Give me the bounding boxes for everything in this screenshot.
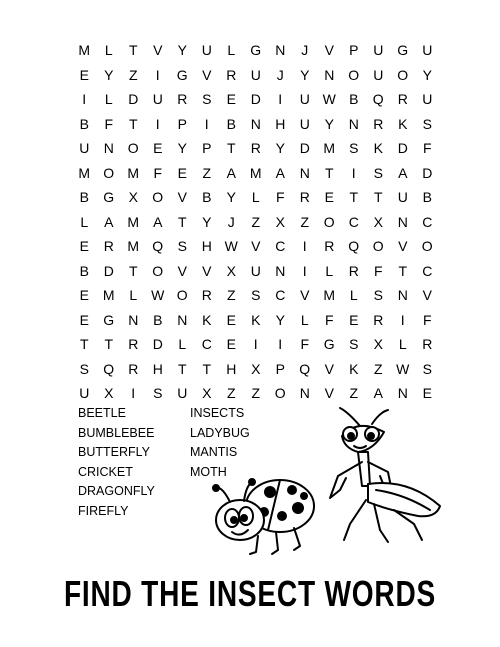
grid-letter: N bbox=[299, 385, 310, 402]
mantis-illustration bbox=[318, 406, 446, 546]
grid-letter: Y bbox=[202, 213, 212, 230]
grid-letter: B bbox=[422, 189, 432, 206]
grid-letter: L bbox=[80, 213, 89, 230]
grid-letter: N bbox=[275, 262, 286, 279]
grid-letter: A bbox=[275, 164, 285, 181]
grid-letter: T bbox=[177, 360, 187, 377]
grid-letter: P bbox=[349, 42, 359, 59]
grid-letter: N bbox=[348, 115, 359, 132]
grid-letter: X bbox=[251, 360, 261, 377]
grid-letter: V bbox=[177, 262, 187, 279]
grid-letter: R bbox=[128, 336, 139, 353]
grid-letter: E bbox=[79, 66, 89, 83]
grid-letter: U bbox=[373, 42, 384, 59]
grid-letter: N bbox=[397, 385, 408, 402]
grid-letter: R bbox=[103, 238, 114, 255]
grid-letter: K bbox=[202, 311, 212, 328]
grid-letter: Z bbox=[373, 360, 383, 377]
grid-letter: Q bbox=[372, 91, 384, 108]
grid-letter: G bbox=[323, 336, 335, 353]
word-item: MOTH bbox=[190, 464, 227, 479]
grid-letter: B bbox=[79, 189, 89, 206]
grid-letter: Z bbox=[128, 66, 138, 83]
grid-letter: C bbox=[275, 287, 286, 304]
grid-letter: N bbox=[103, 140, 114, 157]
grid-letter: D bbox=[103, 262, 114, 279]
grid-letter: R bbox=[373, 311, 384, 328]
grid-letter: F bbox=[275, 189, 285, 206]
grid-letter: R bbox=[201, 287, 212, 304]
grid-letter: K bbox=[398, 115, 408, 132]
grid-letter: L bbox=[398, 336, 407, 353]
grid-letter: L bbox=[104, 42, 113, 59]
grid-letter: E bbox=[79, 238, 89, 255]
grid-letter: S bbox=[373, 164, 383, 181]
grid-letter: O bbox=[372, 238, 384, 255]
grid-letter: Y bbox=[226, 189, 236, 206]
grid-letter: F bbox=[104, 115, 114, 132]
grid-letter: E bbox=[349, 311, 359, 328]
grid-letter: G bbox=[250, 42, 262, 59]
grid-letter: N bbox=[177, 311, 188, 328]
grid-letter: Y bbox=[275, 311, 285, 328]
word-item: BUMBLEBEE bbox=[78, 425, 155, 440]
word-item: LADYBUG bbox=[190, 425, 250, 440]
grid-letter: S bbox=[422, 360, 432, 377]
grid-letter: M bbox=[127, 213, 140, 230]
grid-letter: I bbox=[82, 91, 87, 108]
grid-letter: I bbox=[302, 238, 307, 255]
grid-letter: Z bbox=[202, 164, 212, 181]
grid-letter: F bbox=[300, 336, 310, 353]
grid-letter: T bbox=[202, 360, 212, 377]
word-item: CRICKET bbox=[78, 464, 133, 479]
grid-letter: T bbox=[349, 189, 359, 206]
grid-letter: V bbox=[300, 287, 310, 304]
grid-letter: X bbox=[202, 385, 212, 402]
grid-letter: R bbox=[128, 360, 139, 377]
grid-letter: V bbox=[251, 238, 261, 255]
grid-letter: N bbox=[397, 213, 408, 230]
grid-letter: O bbox=[323, 213, 335, 230]
grid-letter: R bbox=[373, 115, 384, 132]
grid-letter: V bbox=[324, 42, 334, 59]
grid-letter: F bbox=[422, 311, 432, 328]
grid-letter: A bbox=[104, 213, 114, 230]
grid-letter: B bbox=[202, 189, 212, 206]
grid-letter: Y bbox=[422, 66, 432, 83]
grid-letter: O bbox=[397, 66, 409, 83]
grid-letter: F bbox=[153, 164, 163, 181]
grid-letter: S bbox=[349, 140, 359, 157]
grid-letter: X bbox=[373, 336, 383, 353]
grid-letter: Y bbox=[177, 140, 187, 157]
grid-letter: Y bbox=[275, 140, 285, 157]
grid-letter: M bbox=[323, 140, 336, 157]
grid-letter: Q bbox=[152, 238, 164, 255]
grid-letter: E bbox=[226, 311, 236, 328]
grid-letter: U bbox=[79, 385, 90, 402]
grid-letter: S bbox=[373, 287, 383, 304]
grid-letter: L bbox=[178, 336, 187, 353]
grid-letter: J bbox=[301, 42, 309, 59]
grid-letter: D bbox=[422, 164, 433, 181]
grid-letter: O bbox=[421, 238, 433, 255]
grid-letter: N bbox=[128, 311, 139, 328]
word-item: INSECTS bbox=[190, 406, 245, 420]
grid-letter: X bbox=[128, 189, 138, 206]
grid-letter: Y bbox=[324, 115, 334, 132]
grid-letter: V bbox=[324, 360, 334, 377]
grid-letter: H bbox=[152, 360, 163, 377]
grid-letter: W bbox=[224, 238, 238, 255]
grid-letter: V bbox=[324, 385, 334, 402]
grid-letter: Z bbox=[349, 385, 359, 402]
grid-letter: M bbox=[249, 164, 262, 181]
grid-letter: N bbox=[275, 42, 286, 59]
grid-letter: L bbox=[349, 287, 358, 304]
grid-letter: L bbox=[325, 262, 334, 279]
grid-letter: Z bbox=[300, 213, 310, 230]
grid-letter: C bbox=[201, 336, 212, 353]
grid-letter: M bbox=[102, 287, 115, 304]
grid-letter: P bbox=[202, 140, 212, 157]
grid-letter: C bbox=[422, 262, 433, 279]
grid-letter: B bbox=[79, 262, 89, 279]
grid-letter: E bbox=[177, 164, 187, 181]
grid-letter: B bbox=[349, 91, 359, 108]
word-item: FIREFLY bbox=[78, 503, 129, 518]
grid-letter: N bbox=[397, 287, 408, 304]
grid-letter: S bbox=[79, 360, 89, 377]
grid-letter: U bbox=[79, 140, 90, 157]
grid-letter: A bbox=[398, 164, 408, 181]
grid-letter: D bbox=[128, 91, 139, 108]
grid-letter: O bbox=[103, 164, 115, 181]
grid-letter: F bbox=[422, 140, 432, 157]
grid-letter: Q bbox=[103, 360, 115, 377]
grid-letter: R bbox=[299, 189, 310, 206]
grid-letter: V bbox=[177, 189, 187, 206]
grid-letter: R bbox=[177, 91, 188, 108]
grid-letter: B bbox=[153, 311, 163, 328]
grid-letter: H bbox=[275, 115, 286, 132]
grid-letter: V bbox=[422, 287, 432, 304]
letter-grid bbox=[72, 38, 440, 406]
grid-letter: B bbox=[226, 115, 236, 132]
grid-letter: Q bbox=[299, 360, 311, 377]
grid-letter: A bbox=[373, 385, 383, 402]
grid-letter: G bbox=[103, 189, 115, 206]
grid-letter: V bbox=[202, 66, 212, 83]
grid-letter: B bbox=[79, 115, 89, 132]
grid-letter: U bbox=[422, 91, 433, 108]
grid-letter: M bbox=[127, 238, 140, 255]
grid-letter: E bbox=[226, 91, 236, 108]
grid-letter: T bbox=[373, 189, 383, 206]
grid-letter: T bbox=[79, 336, 89, 353]
grid-letter: T bbox=[128, 262, 138, 279]
grid-letter: K bbox=[349, 360, 359, 377]
grid-letter: A bbox=[153, 213, 163, 230]
grid-letter: Z bbox=[251, 385, 261, 402]
grid-letter: Q bbox=[348, 238, 360, 255]
grid-letter: U bbox=[177, 385, 188, 402]
grid-letter: X bbox=[275, 213, 285, 230]
grid-letter: W bbox=[151, 287, 165, 304]
grid-letter: V bbox=[202, 262, 212, 279]
grid-letter: I bbox=[131, 385, 136, 402]
grid-letter: E bbox=[422, 385, 432, 402]
grid-letter: I bbox=[351, 164, 356, 181]
grid-letter: M bbox=[323, 287, 336, 304]
grid-letter: N bbox=[324, 66, 335, 83]
grid-letter: X bbox=[373, 213, 383, 230]
grid-letter: I bbox=[400, 311, 405, 328]
grid-letter: S bbox=[202, 91, 212, 108]
grid-letter: L bbox=[104, 91, 113, 108]
grid-letter: E bbox=[153, 140, 163, 157]
grid-letter: S bbox=[422, 115, 432, 132]
grid-letter: S bbox=[177, 238, 187, 255]
grid-letter: I bbox=[253, 336, 258, 353]
grid-letter: I bbox=[155, 115, 160, 132]
grid-letter: C bbox=[275, 238, 286, 255]
grid-letter: D bbox=[299, 140, 310, 157]
grid-letter: J bbox=[276, 66, 284, 83]
grid-letter: S bbox=[251, 287, 261, 304]
grid-letter: U bbox=[299, 91, 310, 108]
grid-letter: O bbox=[176, 287, 188, 304]
grid-letter: U bbox=[373, 66, 384, 83]
grid-letter: K bbox=[373, 140, 383, 157]
grid-letter: Z bbox=[226, 385, 236, 402]
grid-letter: U bbox=[152, 91, 163, 108]
grid-letter: S bbox=[153, 385, 163, 402]
grid-letter: L bbox=[227, 42, 236, 59]
word-item: BEETLE bbox=[78, 406, 126, 420]
grid-letter: E bbox=[79, 287, 89, 304]
grid-letter: X bbox=[104, 385, 114, 402]
grid-letter: T bbox=[177, 213, 187, 230]
grid-letter: K bbox=[251, 311, 261, 328]
grid-letter: T bbox=[226, 140, 236, 157]
grid-letter: O bbox=[152, 262, 164, 279]
grid-letter: E bbox=[226, 336, 236, 353]
grid-letter: L bbox=[300, 311, 309, 328]
grid-letter: N bbox=[299, 164, 310, 181]
grid-letter: T bbox=[128, 115, 138, 132]
grid-letter: O bbox=[348, 66, 360, 83]
grid-letter: T bbox=[324, 164, 334, 181]
grid-letter: N bbox=[250, 115, 261, 132]
grid-letter: C bbox=[422, 213, 433, 230]
grid-letter: R bbox=[348, 262, 359, 279]
grid-letter: I bbox=[278, 336, 283, 353]
grid-letter: I bbox=[302, 262, 307, 279]
grid-letter: W bbox=[322, 91, 336, 108]
grid-letter: H bbox=[201, 238, 212, 255]
word-item: DRAGONFLY bbox=[78, 484, 155, 499]
grid-letter: Z bbox=[251, 213, 261, 230]
grid-letter: M bbox=[78, 164, 91, 181]
grid-letter: I bbox=[278, 91, 283, 108]
grid-letter: I bbox=[155, 66, 160, 83]
grid-letter: R bbox=[397, 91, 408, 108]
grid-letter: U bbox=[250, 262, 261, 279]
grid-letter: F bbox=[324, 311, 334, 328]
grid-letter: E bbox=[79, 311, 89, 328]
word-list-left bbox=[78, 404, 190, 522]
grid-letter: U bbox=[422, 42, 433, 59]
ladybug-illustration bbox=[208, 470, 320, 560]
grid-letter: G bbox=[397, 42, 409, 59]
grid-letter: T bbox=[104, 336, 114, 353]
grid-letter: T bbox=[398, 262, 408, 279]
grid-letter: R bbox=[250, 140, 261, 157]
grid-letter: Y bbox=[177, 42, 187, 59]
grid-letter: V bbox=[398, 238, 408, 255]
grid-letter: D bbox=[397, 140, 408, 157]
grid-letter: M bbox=[127, 164, 140, 181]
grid-letter: R bbox=[226, 66, 237, 83]
grid-letter: J bbox=[227, 213, 235, 230]
word-item: MANTIS bbox=[190, 445, 238, 460]
grid-letter: O bbox=[127, 140, 139, 157]
grid-letter: R bbox=[324, 238, 335, 255]
grid-letter: C bbox=[348, 213, 359, 230]
grid-letter: U bbox=[299, 115, 310, 132]
grid-letter: Y bbox=[300, 66, 310, 83]
grid-letter: E bbox=[324, 189, 334, 206]
grid-letter: L bbox=[251, 189, 260, 206]
grid-letter: P bbox=[177, 115, 187, 132]
grid-letter: O bbox=[274, 385, 286, 402]
grid-letter: X bbox=[226, 262, 236, 279]
grid-letter: U bbox=[201, 42, 212, 59]
page-title: FIND THE INSECT WORDS bbox=[63, 573, 437, 614]
grid-letter: H bbox=[226, 360, 237, 377]
word-item: BUTTERFLY bbox=[78, 445, 150, 460]
grid-letter: V bbox=[153, 42, 163, 59]
grid-letter: I bbox=[204, 115, 209, 132]
grid-letter: Z bbox=[226, 287, 236, 304]
grid-letter: F bbox=[373, 262, 383, 279]
grid-letter: U bbox=[250, 66, 261, 83]
grid-letter: G bbox=[103, 311, 115, 328]
grid-letter: D bbox=[152, 336, 163, 353]
grid-letter: W bbox=[396, 360, 410, 377]
grid-letter: Y bbox=[104, 66, 114, 83]
grid-letter: U bbox=[397, 189, 408, 206]
grid-letter: O bbox=[152, 189, 164, 206]
grid-letter: R bbox=[422, 336, 433, 353]
grid-letter: G bbox=[176, 66, 188, 83]
grid-letter: A bbox=[226, 164, 236, 181]
grid-letter: M bbox=[78, 42, 91, 59]
grid-letter: S bbox=[349, 336, 359, 353]
grid-letter: D bbox=[250, 91, 261, 108]
grid-letter: L bbox=[129, 287, 138, 304]
grid-letter: T bbox=[128, 42, 138, 59]
grid-letter: P bbox=[275, 360, 285, 377]
